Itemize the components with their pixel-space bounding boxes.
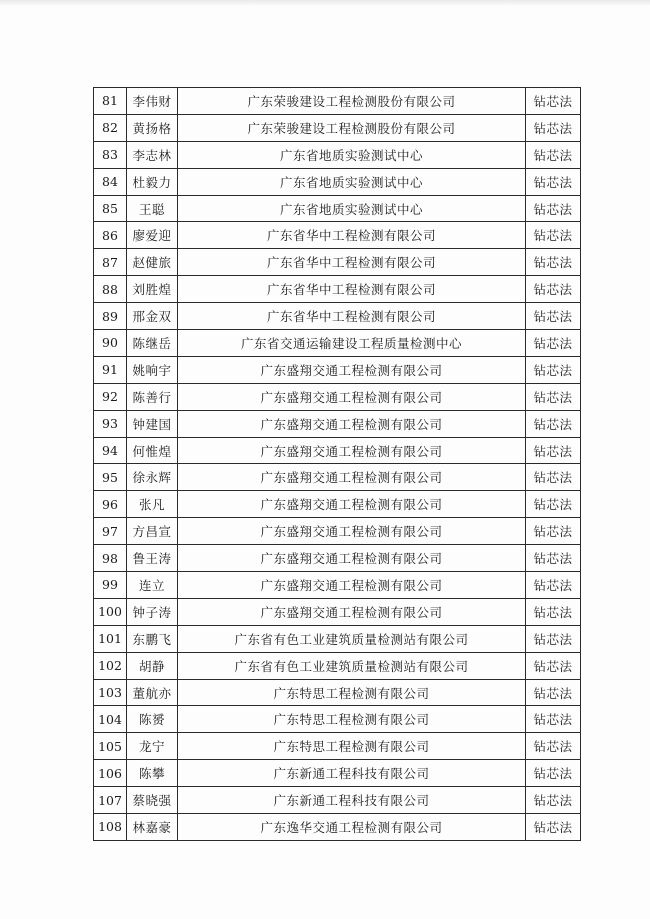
test-method-cell: 钻芯法 bbox=[526, 491, 581, 518]
table-row bbox=[94, 356, 581, 383]
test-method-cell: 钻芯法 bbox=[526, 518, 581, 545]
table-row bbox=[94, 518, 581, 545]
test-method-cell: 钻芯法 bbox=[526, 814, 581, 841]
row-number-cell: 96 bbox=[94, 491, 127, 518]
person-name-cell: 李志林 bbox=[127, 141, 178, 168]
table-row bbox=[94, 249, 581, 276]
test-method-cell: 钻芯法 bbox=[526, 760, 581, 787]
test-method-cell: 钻芯法 bbox=[526, 141, 581, 168]
organization-cell: 广东荣骏建设工程检测股份有限公司 bbox=[178, 114, 526, 141]
organization-cell: 广东荣骏建设工程检测股份有限公司 bbox=[178, 88, 526, 115]
row-number-cell: 94 bbox=[94, 437, 127, 464]
test-method-cell: 钻芯法 bbox=[526, 222, 581, 249]
person-name-cell: 陈继岳 bbox=[127, 330, 178, 357]
test-method-cell: 钻芯法 bbox=[526, 545, 581, 572]
organization-cell: 广东省华中工程检测有限公司 bbox=[178, 276, 526, 303]
table-row bbox=[94, 760, 581, 787]
organization-cell: 广东盛翔交通工程检测有限公司 bbox=[178, 437, 526, 464]
table-row bbox=[94, 733, 581, 760]
table-row bbox=[94, 464, 581, 491]
table-row bbox=[94, 572, 581, 599]
row-number-cell: 97 bbox=[94, 518, 127, 545]
row-number-cell: 89 bbox=[94, 303, 127, 330]
row-number-cell: 95 bbox=[94, 464, 127, 491]
personnel-table bbox=[93, 87, 581, 841]
row-number-cell: 101 bbox=[94, 625, 127, 652]
row-number-cell: 88 bbox=[94, 276, 127, 303]
person-name-cell: 张凡 bbox=[127, 491, 178, 518]
row-number-cell: 83 bbox=[94, 141, 127, 168]
table-row bbox=[94, 652, 581, 679]
person-name-cell: 徐永辉 bbox=[127, 464, 178, 491]
row-number-cell: 98 bbox=[94, 545, 127, 572]
test-method-cell: 钻芯法 bbox=[526, 195, 581, 222]
table-row bbox=[94, 437, 581, 464]
test-method-cell: 钻芯法 bbox=[526, 356, 581, 383]
organization-cell: 广东省地质实验测试中心 bbox=[178, 168, 526, 195]
person-name-cell: 陈赟 bbox=[127, 706, 178, 733]
table-row bbox=[94, 625, 581, 652]
person-name-cell: 蔡晓强 bbox=[127, 787, 178, 814]
table-row bbox=[94, 276, 581, 303]
row-number-cell: 102 bbox=[94, 652, 127, 679]
organization-cell: 广东盛翔交通工程检测有限公司 bbox=[178, 598, 526, 625]
organization-cell: 广东省地质实验测试中心 bbox=[178, 195, 526, 222]
row-number-cell: 91 bbox=[94, 356, 127, 383]
organization-cell: 广东盛翔交通工程检测有限公司 bbox=[178, 383, 526, 410]
page-top-edge bbox=[0, 0, 650, 6]
person-name-cell: 方昌宣 bbox=[127, 518, 178, 545]
test-method-cell: 钻芯法 bbox=[526, 383, 581, 410]
test-method-cell: 钻芯法 bbox=[526, 572, 581, 599]
organization-cell: 广东省交通运输建设工程质量检测中心 bbox=[178, 330, 526, 357]
row-number-cell: 81 bbox=[94, 88, 127, 115]
row-number-cell: 87 bbox=[94, 249, 127, 276]
test-method-cell: 钻芯法 bbox=[526, 598, 581, 625]
row-number-cell: 99 bbox=[94, 572, 127, 599]
organization-cell: 广东省地质实验测试中心 bbox=[178, 141, 526, 168]
test-method-cell: 钻芯法 bbox=[526, 303, 581, 330]
table-row bbox=[94, 114, 581, 141]
row-number-cell: 105 bbox=[94, 733, 127, 760]
table-row bbox=[94, 383, 581, 410]
organization-cell: 广东省华中工程检测有限公司 bbox=[178, 222, 526, 249]
person-name-cell: 东鹏飞 bbox=[127, 625, 178, 652]
person-name-cell: 董航亦 bbox=[127, 679, 178, 706]
organization-cell: 广东盛翔交通工程检测有限公司 bbox=[178, 410, 526, 437]
person-name-cell: 邢金双 bbox=[127, 303, 178, 330]
person-name-cell: 杜毅力 bbox=[127, 168, 178, 195]
row-number-cell: 85 bbox=[94, 195, 127, 222]
person-name-cell: 胡静 bbox=[127, 652, 178, 679]
table-row bbox=[94, 545, 581, 572]
row-number-cell: 100 bbox=[94, 598, 127, 625]
person-name-cell: 钟子涛 bbox=[127, 598, 178, 625]
table-row bbox=[94, 88, 581, 115]
organization-cell: 广东盛翔交通工程检测有限公司 bbox=[178, 518, 526, 545]
person-name-cell: 赵健旅 bbox=[127, 249, 178, 276]
table-row bbox=[94, 141, 581, 168]
person-name-cell: 王聪 bbox=[127, 195, 178, 222]
organization-cell: 广东特思工程检测有限公司 bbox=[178, 706, 526, 733]
test-method-cell: 钻芯法 bbox=[526, 625, 581, 652]
organization-cell: 广东盛翔交通工程检测有限公司 bbox=[178, 545, 526, 572]
person-name-cell: 陈善行 bbox=[127, 383, 178, 410]
row-number-cell: 107 bbox=[94, 787, 127, 814]
person-name-cell: 廖爱迎 bbox=[127, 222, 178, 249]
table-row bbox=[94, 679, 581, 706]
test-method-cell: 钻芯法 bbox=[526, 249, 581, 276]
row-number-cell: 93 bbox=[94, 410, 127, 437]
organization-cell: 广东省华中工程检测有限公司 bbox=[178, 303, 526, 330]
organization-cell: 广东特思工程检测有限公司 bbox=[178, 733, 526, 760]
organization-cell: 广东省有色工业建筑质量检测站有限公司 bbox=[178, 625, 526, 652]
table-row bbox=[94, 491, 581, 518]
table-row bbox=[94, 706, 581, 733]
table-row bbox=[94, 410, 581, 437]
test-method-cell: 钻芯法 bbox=[526, 88, 581, 115]
organization-cell: 广东盛翔交通工程检测有限公司 bbox=[178, 356, 526, 383]
test-method-cell: 钻芯法 bbox=[526, 679, 581, 706]
row-number-cell: 104 bbox=[94, 706, 127, 733]
row-number-cell: 92 bbox=[94, 383, 127, 410]
row-number-cell: 82 bbox=[94, 114, 127, 141]
organization-cell: 广东盛翔交通工程检测有限公司 bbox=[178, 572, 526, 599]
table-row bbox=[94, 598, 581, 625]
test-method-cell: 钻芯法 bbox=[526, 330, 581, 357]
person-name-cell: 姚响宇 bbox=[127, 356, 178, 383]
table-row bbox=[94, 195, 581, 222]
organization-cell: 广东新通工程科技有限公司 bbox=[178, 760, 526, 787]
table-row bbox=[94, 814, 581, 841]
organization-cell: 广东盛翔交通工程检测有限公司 bbox=[178, 464, 526, 491]
test-method-cell: 钻芯法 bbox=[526, 787, 581, 814]
personnel-table-body bbox=[94, 88, 581, 841]
test-method-cell: 钻芯法 bbox=[526, 733, 581, 760]
test-method-cell: 钻芯法 bbox=[526, 437, 581, 464]
row-number-cell: 103 bbox=[94, 679, 127, 706]
table-row bbox=[94, 330, 581, 357]
test-method-cell: 钻芯法 bbox=[526, 706, 581, 733]
organization-cell: 广东逸华交通工程检测有限公司 bbox=[178, 814, 526, 841]
test-method-cell: 钻芯法 bbox=[526, 276, 581, 303]
test-method-cell: 钻芯法 bbox=[526, 410, 581, 437]
person-name-cell: 何惟煌 bbox=[127, 437, 178, 464]
test-method-cell: 钻芯法 bbox=[526, 652, 581, 679]
test-method-cell: 钻芯法 bbox=[526, 464, 581, 491]
row-number-cell: 84 bbox=[94, 168, 127, 195]
row-number-cell: 90 bbox=[94, 330, 127, 357]
organization-cell: 广东省有色工业建筑质量检测站有限公司 bbox=[178, 652, 526, 679]
table-row bbox=[94, 168, 581, 195]
person-name-cell: 陈攀 bbox=[127, 760, 178, 787]
person-name-cell: 刘胜煌 bbox=[127, 276, 178, 303]
organization-cell: 广东新通工程科技有限公司 bbox=[178, 787, 526, 814]
organization-cell: 广东盛翔交通工程检测有限公司 bbox=[178, 491, 526, 518]
organization-cell: 广东省华中工程检测有限公司 bbox=[178, 249, 526, 276]
table-row bbox=[94, 222, 581, 249]
test-method-cell: 钻芯法 bbox=[526, 168, 581, 195]
row-number-cell: 86 bbox=[94, 222, 127, 249]
table-row bbox=[94, 787, 581, 814]
person-name-cell: 龙宁 bbox=[127, 733, 178, 760]
person-name-cell: 林嘉豪 bbox=[127, 814, 178, 841]
row-number-cell: 106 bbox=[94, 760, 127, 787]
person-name-cell: 连立 bbox=[127, 572, 178, 599]
person-name-cell: 鲁王涛 bbox=[127, 545, 178, 572]
row-number-cell: 108 bbox=[94, 814, 127, 841]
person-name-cell: 李伟财 bbox=[127, 88, 178, 115]
person-name-cell: 钟建国 bbox=[127, 410, 178, 437]
table-row bbox=[94, 303, 581, 330]
test-method-cell: 钻芯法 bbox=[526, 114, 581, 141]
organization-cell: 广东特思工程检测有限公司 bbox=[178, 679, 526, 706]
person-name-cell: 黄扬格 bbox=[127, 114, 178, 141]
